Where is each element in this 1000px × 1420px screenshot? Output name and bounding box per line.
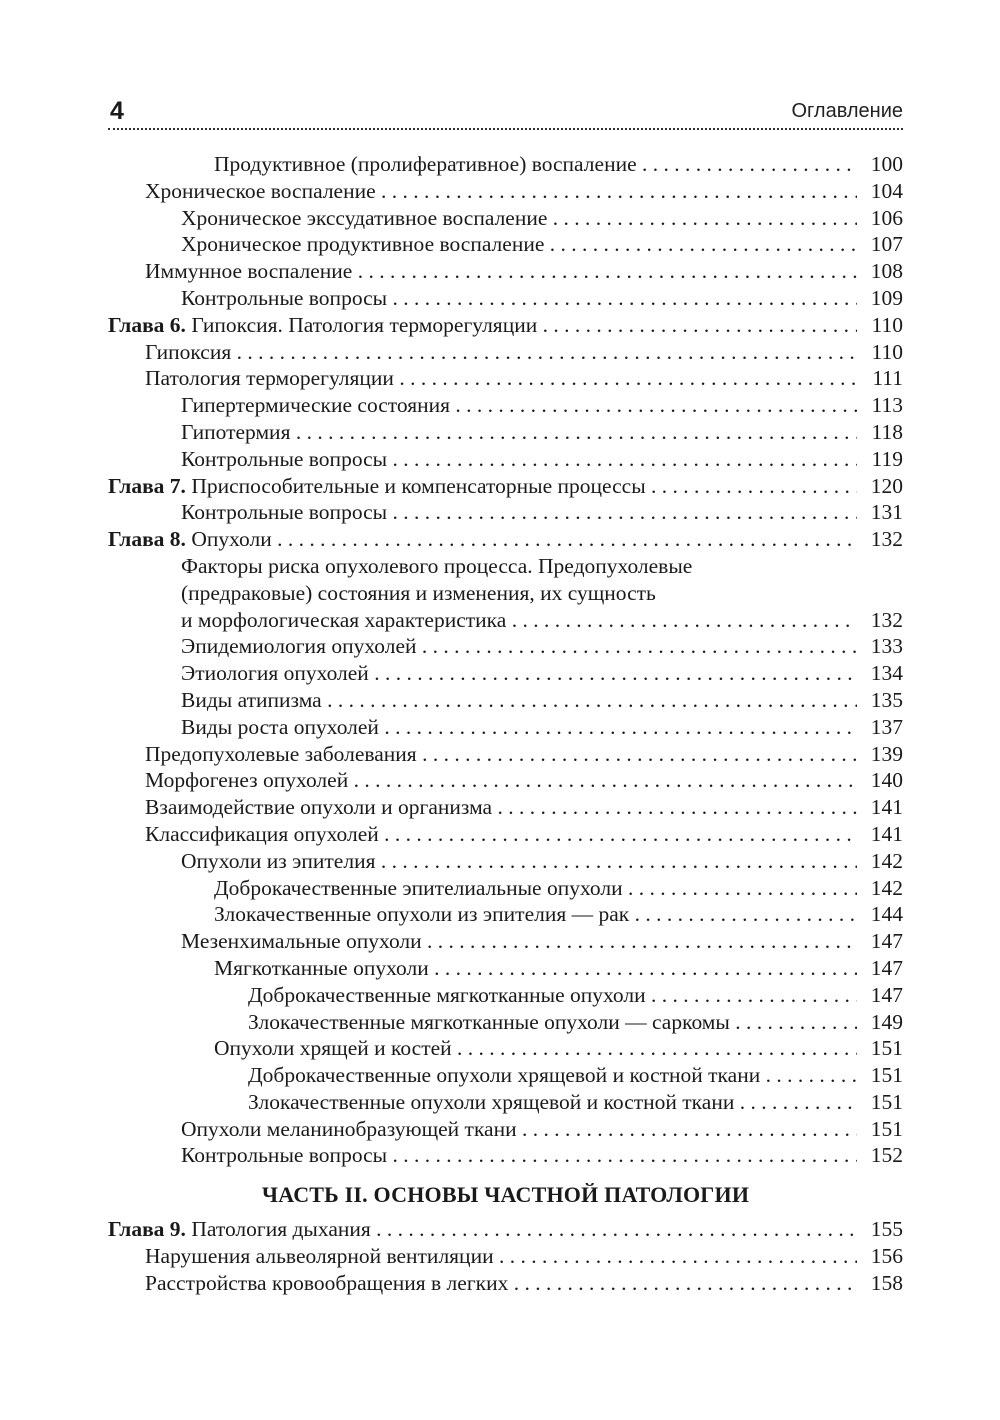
toc-entry[interactable] [108, 553, 903, 580]
toc-entry-text: Гипертермические состояния [181, 393, 451, 418]
toc-page-number: 119 [857, 446, 903, 473]
toc-page-number: 142 [857, 875, 903, 902]
toc-entry[interactable] [108, 794, 903, 821]
chapter-label: Глава 7. [108, 473, 186, 498]
toc-entry[interactable] [108, 1216, 903, 1243]
toc-page-number: 132 [857, 607, 903, 634]
toc-entry[interactable] [108, 526, 903, 553]
toc-entry-text: Контрольные вопросы [181, 500, 388, 525]
toc-entry[interactable] [108, 178, 903, 205]
toc-entry-text: Мягкотканные опухоли [214, 955, 429, 980]
toc-entry-text: Злокачественные опухоли хрящевой и костной ткани [248, 1089, 735, 1114]
toc-entry-text: Патология терморегуляции [145, 366, 394, 391]
toc-entry-title [181, 660, 857, 687]
toc-entry-text: Виды роста опухолей [181, 714, 379, 739]
toc-entry-title [248, 1009, 857, 1036]
toc-entry-text: Нарушения альвеолярной вентиляции [145, 1243, 494, 1268]
chapter-label: Глава 6. [108, 312, 186, 337]
toc-page-number: 113 [857, 392, 903, 419]
toc-page-number: 120 [857, 473, 903, 500]
toc-entry-text: Классификация опухолей [145, 821, 379, 846]
toc-page-number: 104 [857, 178, 903, 205]
toc-entry[interactable] [108, 687, 903, 714]
toc-entry-text: Приспособительные и компенсаторные процессы [191, 473, 646, 498]
toc-entry-title [145, 794, 857, 821]
toc-page-number: 111 [857, 365, 903, 392]
toc-entry[interactable] [108, 1142, 903, 1169]
toc-page-number: 142 [857, 848, 903, 875]
toc-page-number: 131 [857, 499, 903, 526]
toc-entry-text: Опухоли из эпителия [181, 848, 376, 873]
toc-entry-title [248, 1062, 857, 1089]
toc-page-number: 155 [857, 1216, 903, 1243]
toc-entry[interactable] [108, 1243, 903, 1270]
toc-entry-title [181, 687, 857, 714]
toc-page-number: 134 [857, 660, 903, 687]
chapter-label: Глава 9. [108, 1217, 186, 1241]
toc-entry-title [248, 982, 857, 1009]
toc-page-number: 144 [857, 901, 903, 928]
toc-entry-text: Виды атипизма [181, 687, 322, 712]
toc-entry-text: Доброкачественные мягкотканные опухоли [248, 982, 646, 1007]
part-heading: ЧАСТЬ II. ОСНОВЫ ЧАСТНОЙ ПАТОЛОГИИ [261, 1182, 750, 1207]
toc-page-number: 147 [857, 955, 903, 982]
toc-entry-text: и морфологическая характеристика [181, 607, 507, 632]
toc-entry-title [145, 178, 857, 205]
toc-entry-title [181, 392, 857, 419]
toc-entry[interactable] [108, 339, 903, 366]
toc-entry[interactable] [108, 1062, 903, 1089]
toc-entry[interactable] [108, 446, 903, 473]
toc-entry[interactable] [108, 205, 903, 232]
toc-entry-title [145, 821, 857, 848]
toc-page-number: 107 [857, 231, 903, 258]
toc-entry-title [181, 848, 857, 875]
toc-entry-title [181, 633, 857, 660]
toc-entry-title [181, 285, 857, 312]
toc-entry-title [145, 339, 857, 366]
toc-page-number: 156 [857, 1243, 903, 1270]
toc-entry-title [145, 258, 857, 285]
toc-page-number: 141 [857, 821, 903, 848]
toc-entry-text: Опухоли [191, 527, 272, 552]
toc-entry-title [181, 499, 857, 526]
toc-entry-title [214, 1035, 857, 1062]
toc-entry-title [145, 741, 857, 768]
toc-entry[interactable] [108, 580, 903, 607]
toc-page-number: 109 [857, 285, 903, 312]
toc-entry-text: Контрольные вопросы [181, 285, 388, 310]
toc-entry-text: Этиология опухолей [181, 661, 369, 686]
toc-page-number: 149 [857, 1009, 903, 1036]
toc-entry-text: Опухоли меланинобразующей ткани [181, 1116, 517, 1141]
toc-entry-text: Факторы риска опухолевого процесса. Предопухолевые [181, 553, 693, 578]
toc-entry[interactable] [108, 1270, 903, 1297]
table-of-contents-part-2 [108, 1216, 903, 1296]
toc-entry-title [108, 1216, 857, 1243]
toc-entry[interactable] [108, 1009, 903, 1036]
toc-entry-text: Расстройства кровообращения в легких [145, 1270, 509, 1295]
toc-entry-title [181, 928, 857, 955]
toc-entry-text: Злокачественные опухоли из эпителия — рак [214, 902, 630, 927]
toc-entry-text: Хроническое экссудативное воспаление [181, 205, 548, 230]
toc-entry-text: Контрольные вопросы [181, 1143, 388, 1168]
toc-entry-title [214, 955, 857, 982]
toc-entry-title [181, 607, 857, 634]
toc-entry[interactable] [108, 767, 903, 794]
toc-entry-title [214, 151, 857, 178]
toc-entry-title [145, 1243, 857, 1270]
toc-entry-title [108, 526, 857, 553]
toc-entry-title [181, 580, 903, 607]
toc-entry-title [145, 365, 857, 392]
toc-entry[interactable] [108, 1116, 903, 1143]
toc-entry[interactable] [108, 392, 903, 419]
toc-entry-text: Гипотермия [181, 419, 291, 444]
header-dotted-rule [108, 128, 903, 130]
table-of-contents [108, 151, 903, 1169]
toc-entry[interactable] [108, 258, 903, 285]
toc-entry[interactable] [108, 821, 903, 848]
toc-entry-title [181, 553, 903, 580]
toc-entry[interactable] [108, 419, 903, 446]
toc-entry-text: Контрольные вопросы [181, 446, 388, 471]
toc-entry[interactable] [108, 1035, 903, 1062]
toc-entry-title [181, 231, 857, 258]
toc-entry-title [181, 714, 857, 741]
toc-entry[interactable] [108, 499, 903, 526]
toc-entry[interactable] [108, 1089, 903, 1116]
toc-entry-text: Доброкачественные опухоли хрящевой и костной ткани [248, 1063, 761, 1088]
toc-entry[interactable] [108, 231, 903, 258]
running-title: Оглавление [791, 100, 903, 122]
toc-entry-title [108, 473, 857, 500]
toc-entry-text: Хроническое продуктивное воспаление [181, 232, 545, 257]
toc-page-number: 151 [857, 1062, 903, 1089]
toc-entry-text: Злокачественные мягкотканные опухоли — саркомы [248, 1009, 730, 1034]
toc-entry[interactable] [108, 473, 903, 500]
toc-entry[interactable] [108, 365, 903, 392]
toc-entry-text: Гипоксия. Патология терморегуляции [191, 312, 538, 337]
page-number: 4 [110, 97, 124, 125]
toc-entry-title [145, 767, 857, 794]
toc-entry[interactable] [108, 741, 903, 768]
toc-entry-text: Гипоксия [145, 339, 232, 364]
toc-entry-text: Доброкачественные эпителиальные опухоли [214, 875, 623, 900]
toc-page-number: 110 [857, 312, 903, 339]
toc-entry-title [214, 901, 857, 928]
toc-entry-title [181, 1116, 857, 1143]
toc-entry[interactable] [108, 660, 903, 687]
toc-entry-title [145, 1270, 857, 1297]
running-header [108, 96, 903, 132]
toc-entry[interactable] [108, 928, 903, 955]
toc-entry-text: Морфогенез опухолей [145, 768, 349, 793]
toc-entry-title [248, 1089, 857, 1116]
toc-entry[interactable] [108, 633, 903, 660]
toc-entry[interactable] [108, 901, 903, 928]
toc-entry-text: Иммунное воспаление [145, 259, 353, 284]
toc-entry-text: Патология дыхания [191, 1217, 371, 1241]
toc-page-number: 147 [857, 982, 903, 1009]
toc-page-number: 141 [857, 794, 903, 821]
toc-entry[interactable] [108, 312, 903, 339]
toc-page-number: 151 [857, 1089, 903, 1116]
toc-entry-text: Мезенхимальные опухоли [181, 929, 422, 954]
toc-entry[interactable] [108, 151, 903, 178]
toc-page-number: 132 [857, 526, 903, 553]
toc-page-number: 151 [857, 1116, 903, 1143]
toc-entry-text: Эпидемиология опухолей [181, 634, 417, 659]
toc-page-number: 137 [857, 714, 903, 741]
toc-entry[interactable] [108, 285, 903, 312]
toc-page-number: 110 [857, 339, 903, 366]
toc-entry-text: Опухоли хрящей и костей [214, 1036, 452, 1061]
toc-page-number: 152 [857, 1142, 903, 1169]
toc-entry-title [108, 312, 857, 339]
toc-page-number: 133 [857, 633, 903, 660]
toc-page-number: 118 [857, 419, 903, 446]
toc-entry-text: Хроническое воспаление [145, 178, 376, 203]
toc-entry-title [181, 1142, 857, 1169]
toc-page-number: 139 [857, 741, 903, 768]
toc-page-number: 135 [857, 687, 903, 714]
toc-entry[interactable] [108, 982, 903, 1009]
toc-entry[interactable] [108, 607, 903, 634]
toc-page-number: 100 [857, 151, 903, 178]
toc-page-number: 108 [857, 258, 903, 285]
toc-page-number: 147 [857, 928, 903, 955]
toc-page-number: 140 [857, 767, 903, 794]
toc-entry-title [181, 419, 857, 446]
toc-entry[interactable] [108, 875, 903, 902]
toc-page-number: 158 [857, 1270, 903, 1297]
toc-entry[interactable] [108, 714, 903, 741]
toc-page-number: 106 [857, 205, 903, 232]
toc-entry-title [181, 205, 857, 232]
toc-entry-title [214, 875, 857, 902]
chapter-label: Глава 8. [108, 527, 186, 552]
toc-entry-text: Взаимодействие опухоли и организма [145, 795, 493, 820]
toc-entry-text: Предопухолевые заболевания [145, 741, 417, 766]
toc-entry[interactable] [108, 848, 903, 875]
toc-entry[interactable] [108, 955, 903, 982]
toc-entry-text: (предраковые) состояния и изменения, их сущность [181, 580, 656, 605]
toc-entry-text: Продуктивное (пролиферативное) воспаление [214, 152, 637, 176]
toc-page-number: 151 [857, 1035, 903, 1062]
toc-entry-title [181, 446, 857, 473]
